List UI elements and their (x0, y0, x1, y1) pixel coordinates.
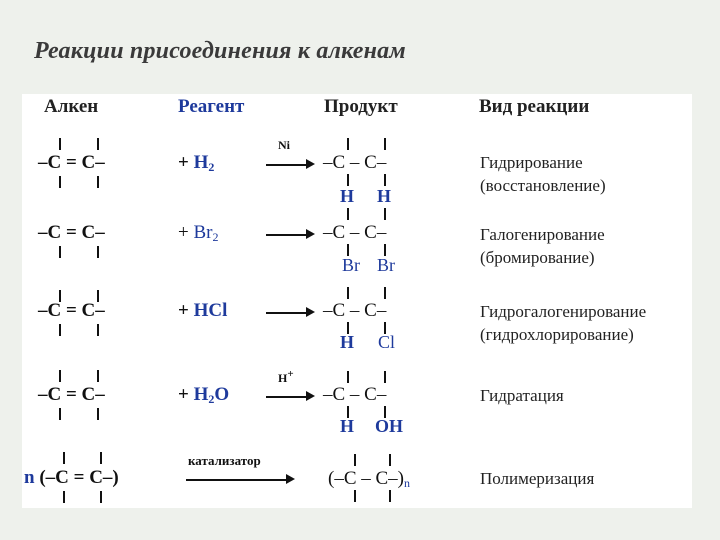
bond-line (97, 176, 99, 188)
bond-line (354, 490, 356, 502)
reagent-formula: + $Br_2$ (178, 222, 219, 244)
monomer-formula: n (–C = C–) (24, 467, 119, 488)
reaction-type-alias: (гидрохлорирование) (480, 325, 634, 344)
bond-line (347, 371, 349, 383)
bond-line (59, 408, 61, 420)
arrow-head-icon (306, 229, 315, 239)
reaction-arrow (186, 479, 288, 481)
bond-line (100, 452, 102, 464)
added-atom-left: H (340, 332, 355, 352)
product-formula: –C – C– (323, 152, 387, 173)
bond-line (384, 208, 386, 220)
bond-line (59, 324, 61, 336)
bond-line (347, 174, 349, 186)
alkene-formula: –C = C– (38, 152, 105, 173)
reaction-type-alias: (бромирование) (480, 248, 595, 267)
reaction-type-name: Гидрогалогенирование (480, 302, 647, 321)
bond-line (63, 491, 65, 503)
bond-line (63, 452, 65, 464)
reaction-type-alias: (восстановление) (480, 176, 606, 195)
arrow-head-icon (306, 391, 315, 401)
bond-line (389, 490, 391, 502)
reaction-table (22, 94, 692, 508)
bond-line (384, 138, 386, 150)
bond-line (59, 138, 61, 150)
alkene-formula: –C = C– (38, 384, 105, 405)
bond-line (59, 246, 61, 258)
reaction-arrow (266, 312, 308, 314)
header-reaction-type: Вид реакции (479, 96, 590, 117)
catalyst-label: катализатор (188, 453, 261, 468)
slide-title: Реакции присоединения к алкенам (34, 38, 406, 64)
reaction-type-name: Гидратация (480, 386, 564, 405)
bond-line (384, 371, 386, 383)
added-atom-right: Br (377, 255, 395, 275)
reaction-arrow (266, 396, 308, 398)
bond-line (97, 408, 99, 420)
reaction-arrow (266, 234, 308, 236)
added-atom-left: H (340, 186, 355, 206)
product-formula: –C – C– (323, 300, 387, 321)
bond-line (97, 370, 99, 382)
added-atom-right: H (377, 186, 392, 206)
arrow-head-icon (306, 159, 315, 169)
bond-line (59, 370, 61, 382)
bond-line (347, 287, 349, 299)
arrow-head-icon (286, 474, 295, 484)
bond-line (347, 138, 349, 150)
bond-line (389, 454, 391, 466)
bond-line (59, 176, 61, 188)
header-reagent: Реагент (178, 96, 245, 117)
bond-line (97, 138, 99, 150)
catalyst-label: Ni (278, 138, 290, 152)
added-atom-right: OH (375, 416, 404, 436)
bond-line (97, 246, 99, 258)
header-alkene: Алкен (44, 96, 99, 117)
reaction-type-name: Гидрирование (480, 153, 583, 172)
alkene-formula: –C = C– (38, 300, 105, 321)
bond-line (97, 324, 99, 336)
reaction-arrow (266, 164, 308, 166)
added-atom-left: H (340, 416, 355, 436)
arrow-head-icon (306, 307, 315, 317)
reaction-type-name: Галогенирование (480, 225, 605, 244)
product-formula: –C – C– (323, 384, 387, 405)
bond-line (384, 174, 386, 186)
bond-line (347, 208, 349, 220)
reagent-formula: + $H_2O$ (178, 384, 230, 406)
catalyst-label: H+ (278, 368, 294, 385)
bond-line (100, 491, 102, 503)
product-formula: –C – C– (323, 222, 387, 243)
header-product: Продукт (324, 96, 398, 117)
bond-line (384, 287, 386, 299)
added-atom-left: Br (342, 255, 360, 275)
alkene-formula: –C = C– (38, 222, 105, 243)
reagent-formula: + HCl (178, 300, 228, 321)
bond-line (354, 454, 356, 466)
polymer-formula: $(-C - C-)_n$ (328, 468, 410, 490)
reaction-type-name: Полимеризация (480, 469, 595, 488)
added-atom-right: Cl (378, 332, 396, 352)
reagent-formula: + $H_2$ (178, 152, 215, 174)
